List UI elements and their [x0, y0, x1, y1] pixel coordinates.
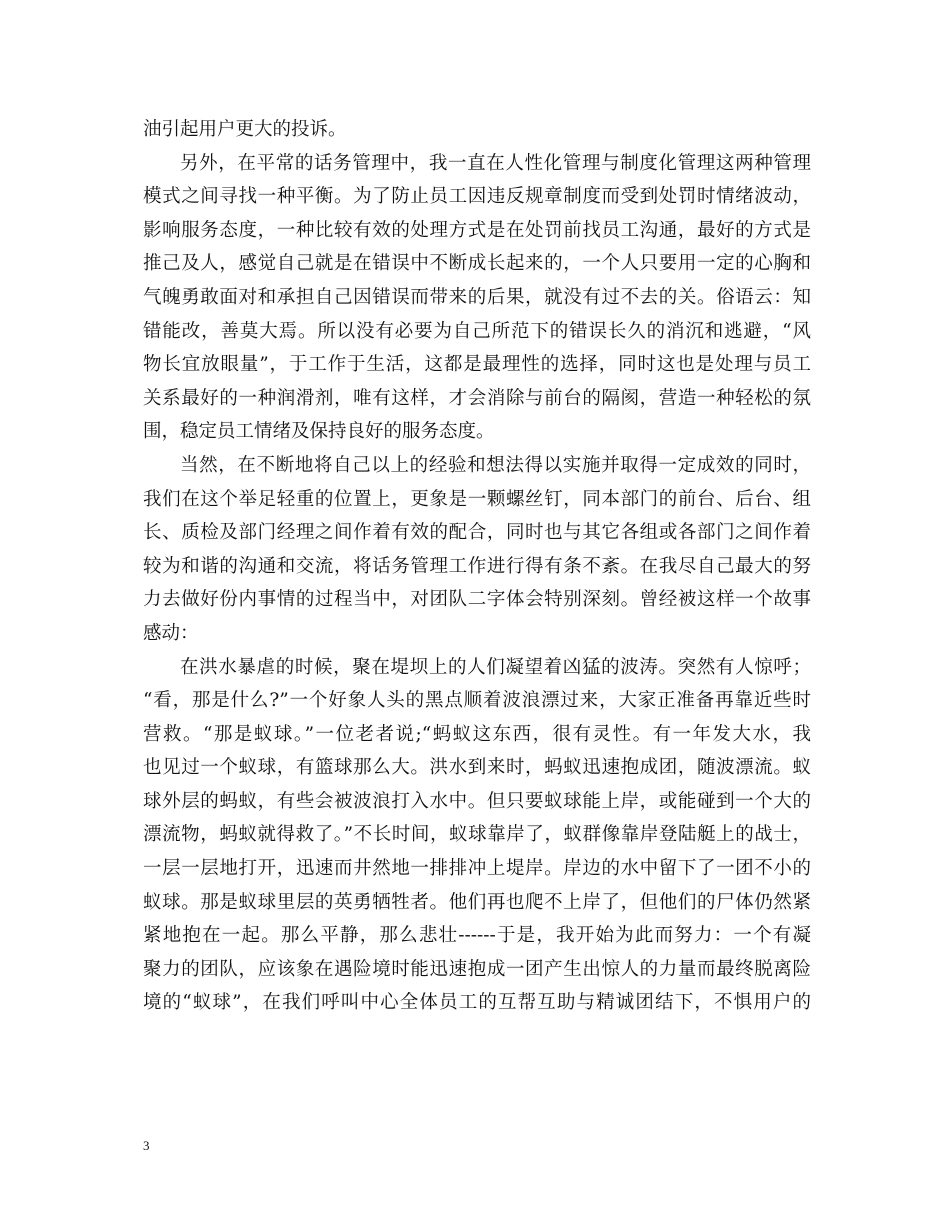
text-line: 关系最好的一种润滑剂，唯有这样，才会消除与前台的隔阂，营造一种轻松的氛 [143, 387, 811, 409]
text-line: “看，那是什么?”一个好象人头的黑点顺着波浪漂过来，大家正准备再靠近些时 [143, 690, 811, 712]
text-line: 力去做好份内事情的过程当中，对团队二字体会特别深刻。曾经被这样一个故事 [143, 589, 811, 611]
page-number: 3 [143, 1138, 150, 1153]
text-line: 当然，在不断地将自己以上的经验和想法得以实施并取得一定成效的同时， [180, 454, 811, 476]
text-line: 聚力的团队，应该象在遇险境时能迅速抱成一团产生出惊人的力量而最终脱离险 [143, 958, 811, 980]
text-line: 推己及人，感觉自己就是在错误中不断成长起来的，一个人只要用一定的心胸和 [143, 253, 811, 275]
text-line: 我们在这个举足轻重的位置上，更象是一颗螺丝钉，同本部门的前台、后台、组 [143, 488, 811, 510]
text-line: 围，稳定员工情绪及保持良好的服务态度。 [143, 421, 495, 443]
text-line: 紧地抱在一起。那么平静，那么悲壮------于是，我开始为此而努力：一个有凝 [143, 925, 811, 947]
text-line: 蚁球。那是蚁球里层的英勇牺牲者。他们再也爬不上岸了，但他们的尸体仍然紧 [143, 891, 811, 913]
text-line: 境的“蚁球”，在我们呼叫中心全体员工的互帮互助与精诚团结下，不惧用户的 [143, 992, 811, 1014]
text-line: 一层一层地打开，迅速而井然地一排排冲上堤岸。岸边的水中留下了一团不小的 [143, 858, 811, 880]
text-line: 气魄勇敢面对和承担自己因错误而带来的后果，就没有过不去的关。俗语云：知 [143, 286, 811, 308]
text-line: 模式之间寻找一种平衡。为了防止员工因违反规章制度而受到处罚时情绪波动， [143, 186, 811, 208]
body-text [143, 113, 811, 1020]
text-line: 较为和谐的沟通和交流，将话务管理工作进行得有条不紊。在我尽自己最大的努 [143, 555, 811, 577]
text-line: 感动： [143, 622, 199, 644]
text-line: 物长宜放眼量”，于工作于生活，这都是最理性的选择，同时这也是处理与员工 [143, 354, 811, 376]
text-line: 球外层的蚂蚁，有些会被波浪打入水中。但只要蚁球能上岸，或能碰到一个大的 [143, 790, 811, 812]
text-line: 漂流物，蚂蚁就得救了。”不长时间，蚁球靠岸了，蚁群像靠岸登陆艇上的战士， [143, 824, 811, 846]
text-line: 也见过一个蚁球，有篮球那么大。洪水到来时，蚂蚁迅速抱成团，随波漂流。蚁 [143, 757, 811, 779]
text-line: 长、质检及部门经理之间作着有效的配合，同时也与其它各组或各部门之间作着 [143, 522, 811, 544]
text-line: 油引起用户更大的投诉。 [143, 119, 347, 140]
text-line: 错能改，善莫大焉。所以没有必要为自己所范下的错误长久的消沉和逃避，“风 [143, 320, 811, 342]
text-line: 另外，在平常的话务管理中，我一直在人性化管理与制度化管理这两种管理 [180, 152, 811, 174]
text-line: 营救。“那是蚁球。”一位老者说;“蚂蚁这东西，很有灵性。有一年发大水，我 [143, 723, 811, 745]
text-line: 影响服务态度，一种比较有效的处理方式是在处罚前找员工沟通，最好的方式是 [143, 219, 811, 241]
text-line: 在洪水暴虐的时候，聚在堤坝上的人们凝望着凶猛的波涛。突然有人惊呼； [180, 656, 811, 678]
